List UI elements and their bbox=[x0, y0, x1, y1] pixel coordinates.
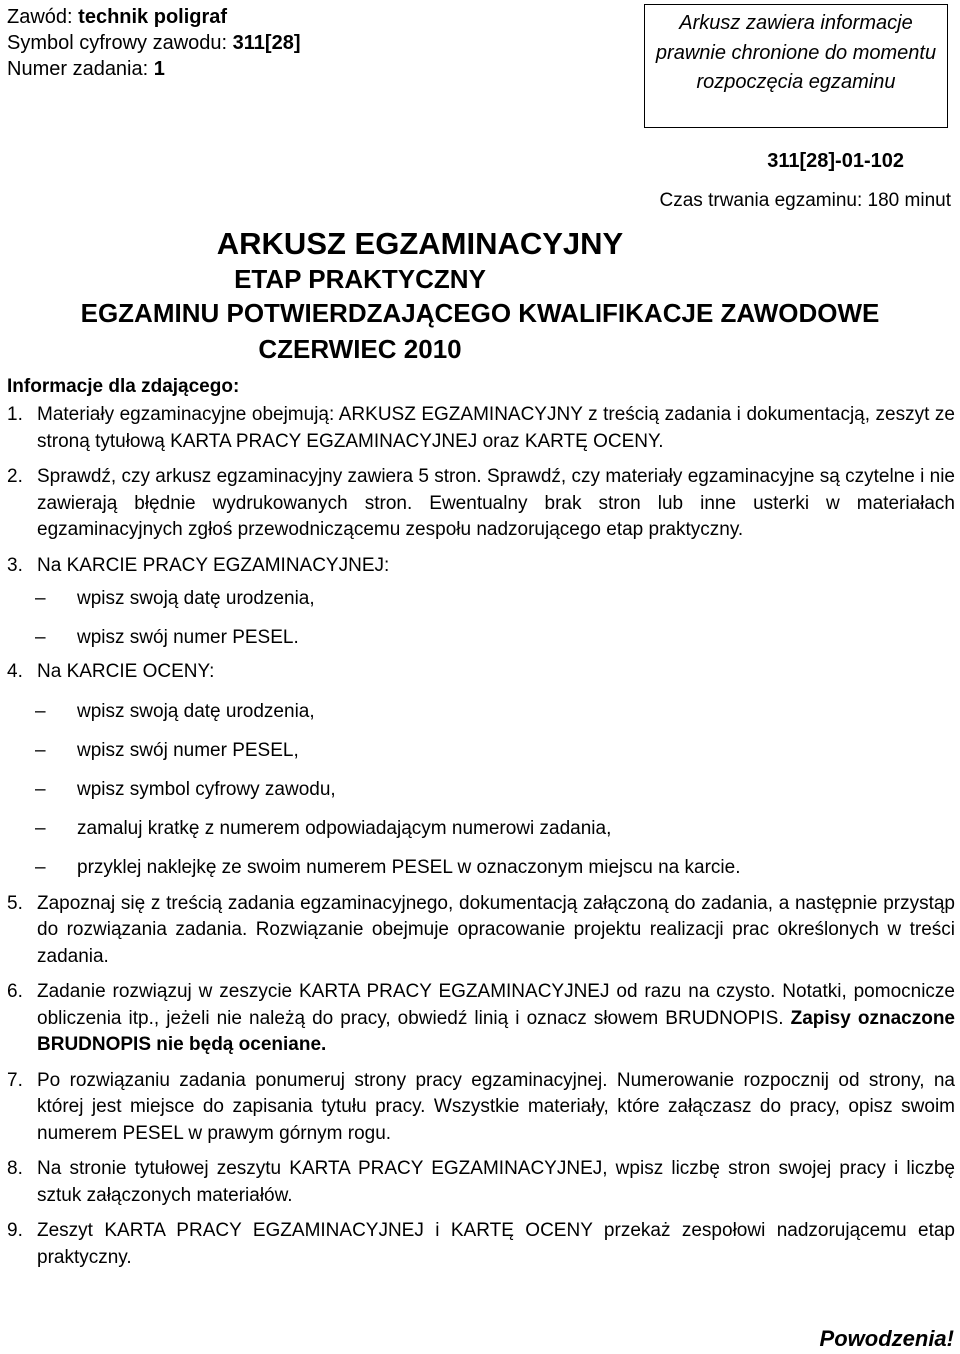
item-number: 1. bbox=[7, 404, 23, 425]
profession-line bbox=[7, 4, 300, 30]
symbol-label: Symbol cyfrowy zawodu: bbox=[7, 32, 228, 54]
sub-item-text: wpisz swoją datę urodzenia, bbox=[77, 700, 315, 722]
item-text: Zeszyt KARTA PRACY EGZAMINACYJNEJ i KARTĘ OCENY przekaż zespołowi nadzorującemu etap praktyczny. bbox=[37, 1220, 955, 1268]
sub-item-text: wpisz symbol cyfrowy zawodu, bbox=[77, 778, 336, 800]
item-text: Na stronie tytułowej zeszytu KARTA PRACY EGZAMINACYJNEJ, wpisz liczbę stron swojej pracy i liczbę sztuk załączonych materiałów. bbox=[37, 1158, 955, 1206]
task-label: Numer zadania: bbox=[7, 58, 149, 80]
sub-item-text: wpisz swój numer PESEL. bbox=[77, 627, 299, 648]
instruction-item-6 bbox=[7, 979, 955, 1059]
dash-bullet: – bbox=[35, 778, 46, 800]
item-text: Sprawdź, czy arkusz egzaminacyjny zawiera 5 stron. Sprawdź, czy materiały egzaminacyjne są czytelne i nie zawierają błędnie wydrukowanych stron. Ewentualny brak stron lub inne usterki w materiałach egzaminacyjnych zgłoś przewodniczącemu zespołu nadzorującego etap praktyczny. bbox=[37, 466, 955, 540]
sub-item bbox=[7, 809, 955, 848]
sub-item bbox=[7, 618, 955, 657]
item-number: 4. bbox=[7, 661, 23, 682]
title-stage: ETAP PRAKTYCZNY bbox=[234, 264, 486, 294]
symbol-line bbox=[7, 30, 300, 56]
dash-bullet: – bbox=[35, 856, 46, 878]
exam-code: 311[28]-01-102 bbox=[767, 150, 904, 172]
sub-item bbox=[7, 579, 955, 618]
profession-value: technik poligraf bbox=[78, 6, 228, 28]
instruction-item-1 bbox=[7, 402, 955, 455]
sub-item bbox=[7, 731, 955, 770]
symbol-value: 311[28] bbox=[232, 32, 301, 54]
dash-bullet: – bbox=[35, 700, 46, 722]
instruction-item-5 bbox=[7, 891, 955, 971]
instruction-item-9 bbox=[7, 1218, 955, 1271]
sub-item bbox=[7, 770, 955, 809]
header-info bbox=[7, 4, 300, 82]
task-line bbox=[7, 56, 300, 82]
instruction-item-2 bbox=[7, 464, 955, 544]
title-session: CZERWIEC 2010 bbox=[258, 334, 462, 364]
title-main: ARKUSZ EGZAMINACYJNY bbox=[216, 226, 624, 261]
item-number: 9. bbox=[7, 1220, 23, 1241]
instruction-item-8 bbox=[7, 1156, 955, 1209]
dash-bullet: – bbox=[35, 817, 46, 839]
item-number: 7. bbox=[7, 1069, 23, 1091]
dash-bullet: – bbox=[35, 739, 46, 761]
item-text: Zapoznaj się z treścią zadania egzaminacyjnego, dokumentacją załączoną do zadania, a następnie przystąp do rozwiązania zadania. Rozwiązanie obejmuje opracowanie projektu realizacji prac określonych w treści zadania. bbox=[37, 892, 955, 967]
item-number: 5. bbox=[7, 892, 23, 914]
sub-item-text: przyklej naklejkę ze swoim numerem PESEL w oznaczonym miejscu na karcie. bbox=[77, 856, 741, 878]
sub-item-text: wpisz swój numer PESEL, bbox=[77, 739, 299, 761]
confidentiality-notice: Arkusz zawiera informacje prawnie chronione do momentu rozpoczęcia egzaminu bbox=[644, 4, 948, 128]
task-value: 1 bbox=[153, 58, 165, 80]
sub-item-text: zamaluj kratkę z numerem odpowiadającym numerowi zadania, bbox=[77, 817, 612, 839]
item-number: 6. bbox=[7, 981, 23, 1002]
instruction-item-4 bbox=[7, 659, 955, 686]
item-text: Po rozwiązaniu zadania ponumeruj strony pracy egzaminacyjnej. Numerowanie rozpocznij od strony, na której jest miejsce do zapisania tytułu pracy. Wszystkie materiały, które załączasz do pracy, opisz swoim numerem PESEL w prawym górnym rogu. bbox=[37, 1069, 955, 1144]
item-text: Materiały egzaminacyjne obejmują: ARKUSZ EGZAMINACYJNY z treścią zadania i dokumentacją, zeszyt ze stroną tytułową KARTA PRACY EGZAMINACYJNEJ oraz KARTĘ OCENY. bbox=[37, 404, 955, 452]
dash-bullet: – bbox=[35, 588, 46, 609]
info-heading: Informacje dla zdającego: bbox=[7, 376, 240, 397]
dash-bullet: – bbox=[35, 627, 46, 648]
exam-duration: Czas trwania egzaminu: 180 minut bbox=[659, 190, 951, 211]
item-3-sublist bbox=[7, 579, 955, 657]
sub-item-text: wpisz swoją datę urodzenia, bbox=[77, 588, 315, 609]
title-exam: EGZAMINU POTWIERDZAJĄCEGO KWALIFIKACJE ZAWODOWE bbox=[80, 298, 880, 328]
item-4-sublist bbox=[7, 692, 955, 887]
item-text: Na KARCIE PRACY EGZAMINACYJNEJ: bbox=[37, 554, 390, 576]
sub-item bbox=[7, 692, 955, 731]
item-number: 8. bbox=[7, 1158, 23, 1179]
item-number: 3. bbox=[7, 554, 23, 576]
item-number: 2. bbox=[7, 466, 23, 487]
sub-item bbox=[7, 848, 955, 887]
item-text: Na KARCIE OCENY: bbox=[37, 661, 215, 682]
item-bold-text: Zapisy oznaczone BRUDNOPIS nie będą oceniane. bbox=[37, 1007, 955, 1055]
good-luck-footer: Powodzenia! bbox=[819, 1326, 954, 1351]
instructions-list bbox=[7, 402, 955, 1280]
profession-label: Zawód: bbox=[7, 6, 73, 28]
instruction-item-3 bbox=[7, 553, 955, 580]
item-text: Zadanie rozwiązuj w zeszycie KARTA PRACY EGZAMINACYJNEJ od razu na czysto. Notatki, pomocnicze obliczenia itp., jeżeli nie należą do pracy, obwiedź linią i oznacz słowem BRUDNOPIS. bbox=[37, 981, 955, 1029]
instruction-item-7 bbox=[7, 1068, 955, 1148]
